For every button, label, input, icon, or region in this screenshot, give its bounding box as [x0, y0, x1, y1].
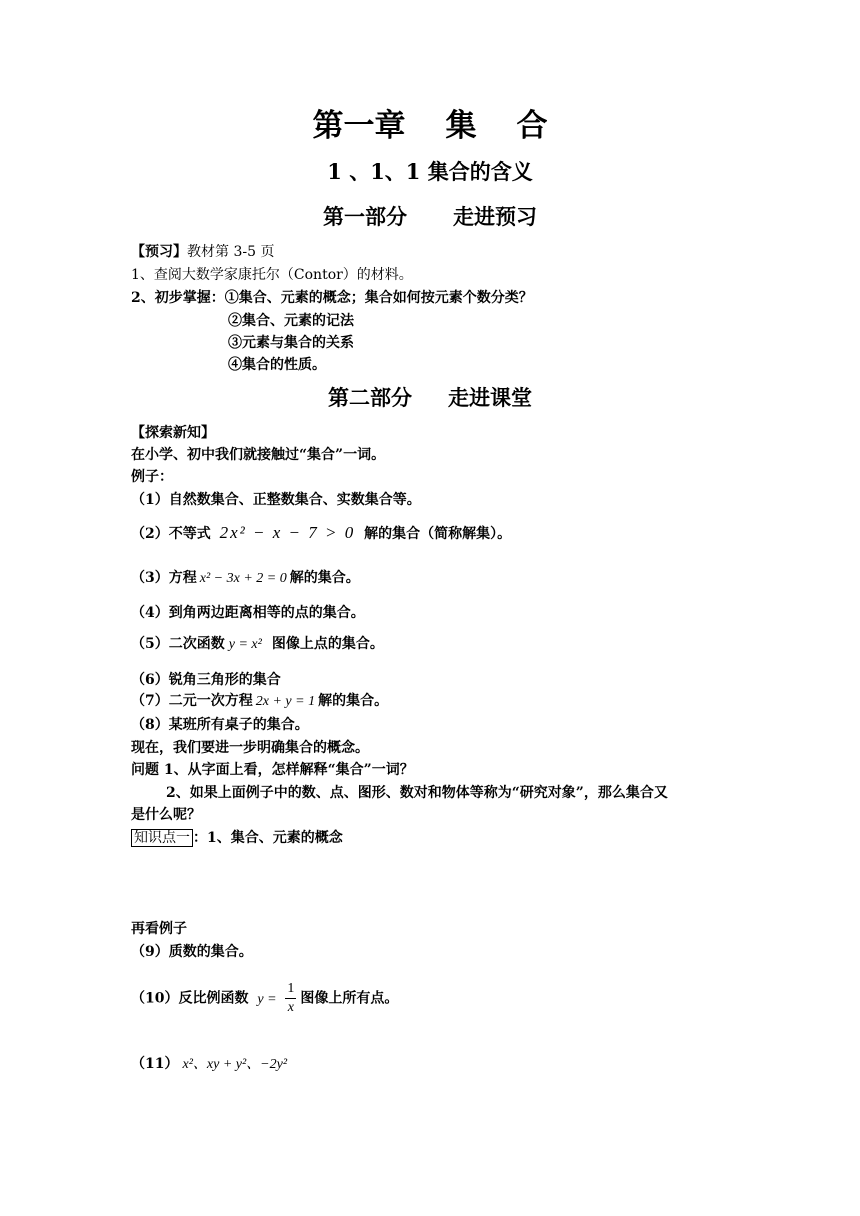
example-1: （1）自然数集合、正整数集合、实数集合等。 [131, 492, 421, 508]
example-10-y: y = [257, 991, 277, 1007]
part-two-heading [0, 384, 860, 412]
example-10-prefix: （10）反比例函数 [131, 990, 249, 1007]
example-10 [131, 980, 398, 1018]
example-4: （4）到角两边距离相等的点的集合。 [131, 605, 365, 621]
knowledge-point-1 [131, 829, 343, 847]
chapter-title [0, 106, 860, 146]
part-one-left: 第一部分 [323, 205, 407, 229]
part-two-right: 走进课堂 [448, 386, 532, 410]
preview-item-2d: ④集合的性质。 [228, 357, 326, 373]
preview-text: 教材第 3-5 页 [187, 244, 275, 260]
example-5-math: y = x² [228, 637, 262, 652]
question-2-line1: 2、如果上面例子中的数、点、图形、数对和物体等称为“研究对象”，那么集合又 [166, 785, 668, 801]
example-7-suffix: 解的集合。 [318, 693, 389, 709]
explore-label: 【探索新知】 [131, 425, 215, 441]
explore-intro: 在小学、初中我们就接触过“集合”一词。 [131, 447, 386, 463]
examples-label: 例子： [131, 469, 173, 485]
example-7-math: 2x + y = 1 [255, 694, 316, 709]
example-2-suffix: 解的集合（简称解集）。 [364, 526, 512, 542]
preview-item-2b: ②集合、元素的记法 [228, 313, 354, 329]
part-one-right: 走进预习 [453, 205, 537, 229]
knowledge-point-text: ：1、集合、元素的概念 [193, 830, 343, 846]
part-two-left: 第二部分 [328, 386, 412, 410]
example-11 [131, 1055, 287, 1074]
question-2-line2: 是什么呢？ [131, 807, 201, 823]
example-2 [131, 524, 511, 543]
example-11-math: x²、xy + y²、−2y² [182, 1057, 288, 1072]
chapter-title-part2: 集 [445, 108, 477, 144]
example-11-prefix: （11） [131, 1056, 179, 1072]
preview-item-2: 2、初步掌握：①集合、元素的概念；集合如何按元素个数分类？ [131, 290, 533, 306]
now-statement: 现在，我们要进一步明确集合的概念。 [131, 740, 369, 756]
example-9: （9）质数的集合。 [131, 944, 253, 960]
preview-item-2c: ③元素与集合的关系 [228, 335, 354, 351]
example-7 [131, 692, 388, 711]
preview-label: 【预习】 [131, 244, 187, 260]
knowledge-point-box: 知识点一 [131, 829, 193, 847]
example-3-prefix: （3）方程 [131, 570, 197, 586]
part-one-heading [0, 203, 860, 231]
example-7-prefix: （7）二元一次方程 [131, 693, 253, 709]
question-1: 问题 1、从字面上看，怎样解释“集合”一词？ [131, 762, 414, 778]
section-subtitle: 1 、1、1 集合的含义 [327, 159, 533, 184]
example-5-prefix: （5）二次函数 [131, 636, 225, 652]
fraction-denominator: x [287, 1000, 295, 1015]
example-10-suffix: 图像上所有点。 [300, 990, 399, 1007]
preview-line [131, 243, 274, 261]
again-examples: 再看例子 [131, 921, 187, 937]
preview-item-1: 1、查阅大数学家康托尔（Contor）的材料。 [131, 267, 413, 283]
example-3-math: x² − 3x + 2 = 0 [199, 571, 287, 586]
example-3-suffix: 解的集合。 [289, 570, 360, 586]
fraction-numerator: 1 [285, 980, 296, 999]
example-2-prefix: （2）不等式 [131, 526, 211, 542]
example-10-fraction [285, 980, 296, 1017]
chapter-title-part1: 第一章 [312, 108, 406, 144]
example-2-math: 2x² − x − 7 > 0 [219, 523, 356, 542]
example-5-suffix: 图像上点的集合。 [271, 636, 384, 652]
example-8: （8）某班所有桌子的集合。 [131, 717, 309, 733]
example-6: （6）锐角三角形的集合 [131, 672, 281, 688]
example-5 [131, 635, 384, 654]
example-3 [131, 569, 360, 588]
chapter-title-part3: 合 [516, 108, 548, 144]
